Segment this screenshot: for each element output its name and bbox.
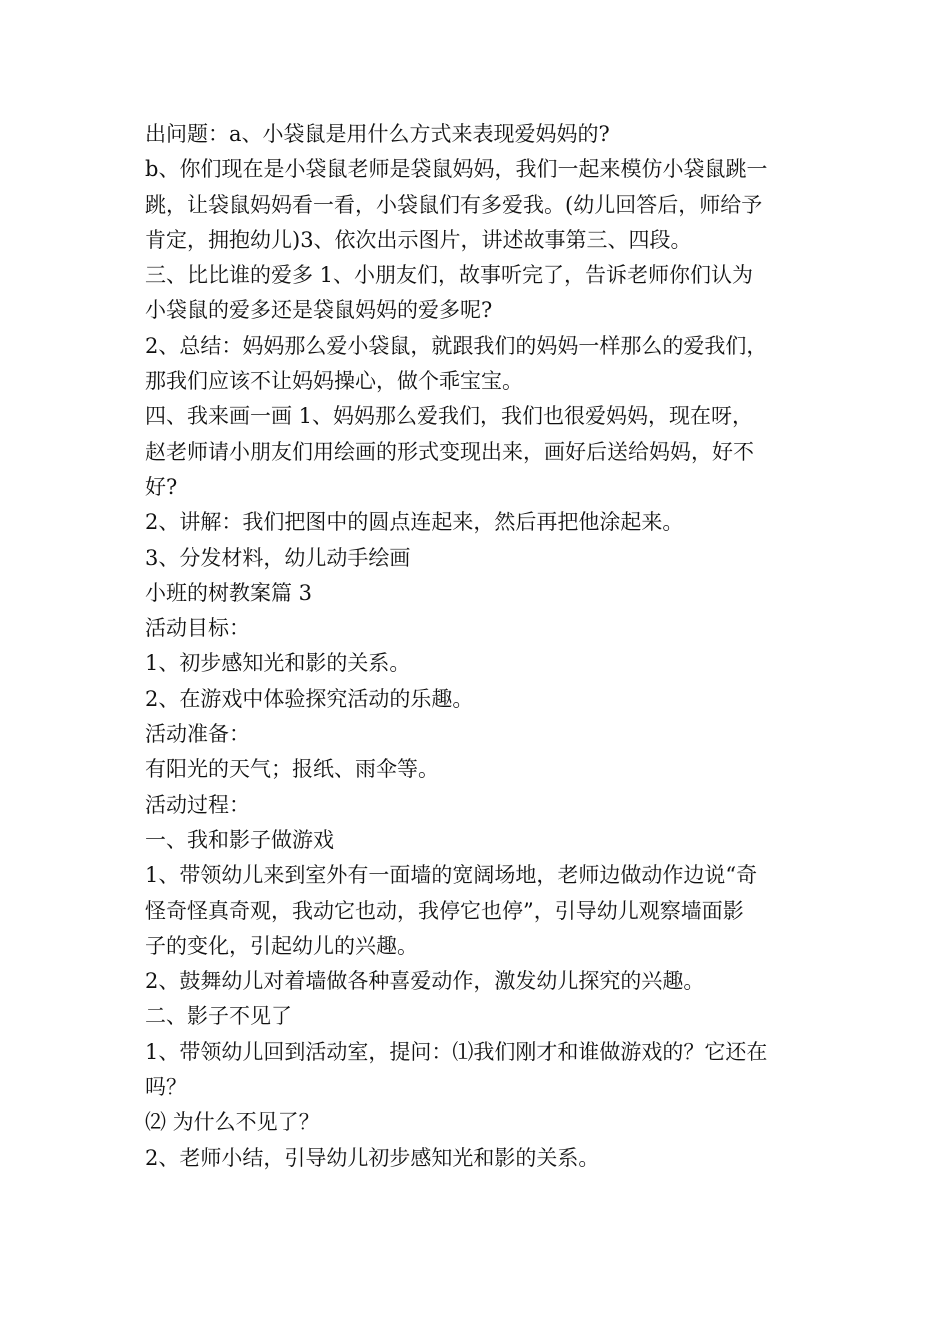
text-line: 四、我来画一画 1、妈妈那么爱我们，我们也很爱妈妈，现在呀， [145, 404, 754, 429]
text-line: 1、带领幼儿回到活动室，提问：⑴我们刚才和谁做游戏的？它还在 [145, 1039, 768, 1064]
text-line: 2、在游戏中体验探究活动的乐趣。 [145, 686, 474, 711]
text-line: 1、初步感知光和影的关系。 [145, 651, 411, 676]
document-body [145, 117, 811, 1176]
text-line: 一、我和影子做游戏 [145, 827, 334, 852]
text-line: 小袋鼠的爱多还是袋鼠妈妈的爱多呢? [145, 298, 493, 323]
text-line: 2、老师小结，引导幼儿初步感知光和影的关系。 [145, 1145, 600, 1170]
text-line: 那我们应该不让妈妈操心，做个乖宝宝。 [145, 369, 523, 394]
text-line: 有阳光的天气；报纸、雨伞等。 [145, 757, 439, 782]
subheading: 活动过程： [145, 792, 250, 817]
text-line: 2、鼓舞幼儿对着墙做各种喜爱动作，激发幼儿探究的兴趣。 [145, 969, 705, 994]
text-line: 吗？ [145, 1075, 187, 1100]
text-line: 二、影子不见了 [145, 1004, 292, 1029]
text-line: 3、分发材料，幼儿动手绘画 [145, 545, 411, 570]
section-heading: 小班的树教案篇 3 [145, 580, 313, 605]
text-line: 2、总结：妈妈那么爱小袋鼠，就跟我们的妈妈一样那么的爱我们， [145, 333, 768, 358]
text-line: 跳，让袋鼠妈妈看一看，小袋鼠们有多爱我。(幼儿回答后，师给予 [145, 192, 763, 217]
text-line: 三、比比谁的爱多 1、小朋友们，故事听完了，告诉老师你们认为 [145, 263, 754, 288]
text-line: 好? [145, 474, 178, 499]
text-line: b、你们现在是小袋鼠老师是袋鼠妈妈，我们一起来模仿小袋鼠跳一 [145, 157, 768, 182]
text-line: 子的变化，引起幼儿的兴趣。 [145, 933, 418, 958]
subheading: 活动目标： [145, 616, 250, 641]
text-line: 赵老师请小朋友们用绘画的形式变现出来，画好后送给妈妈，好不 [145, 439, 754, 464]
text-line: 怪奇怪真奇观，我动它也动，我停它也停”，引导幼儿观察墙面影 [145, 898, 744, 923]
text-line: 1、带领幼儿来到室外有一面墙的宽阔场地，老师边做动作边说“奇 [145, 863, 758, 888]
subheading: 活动准备： [145, 722, 250, 747]
text-line: 肯定，拥抱幼儿)3、依次出示图片，讲述故事第三、四段。 [145, 227, 692, 252]
text-line: ⑵ 为什么不见了？ [145, 1110, 320, 1135]
text-line: 出问题：a、小袋鼠是用什么方式来表现爱妈妈的? [145, 122, 610, 146]
text-line: 2、讲解：我们把图中的圆点连起来，然后再把他涂起来。 [145, 510, 684, 535]
